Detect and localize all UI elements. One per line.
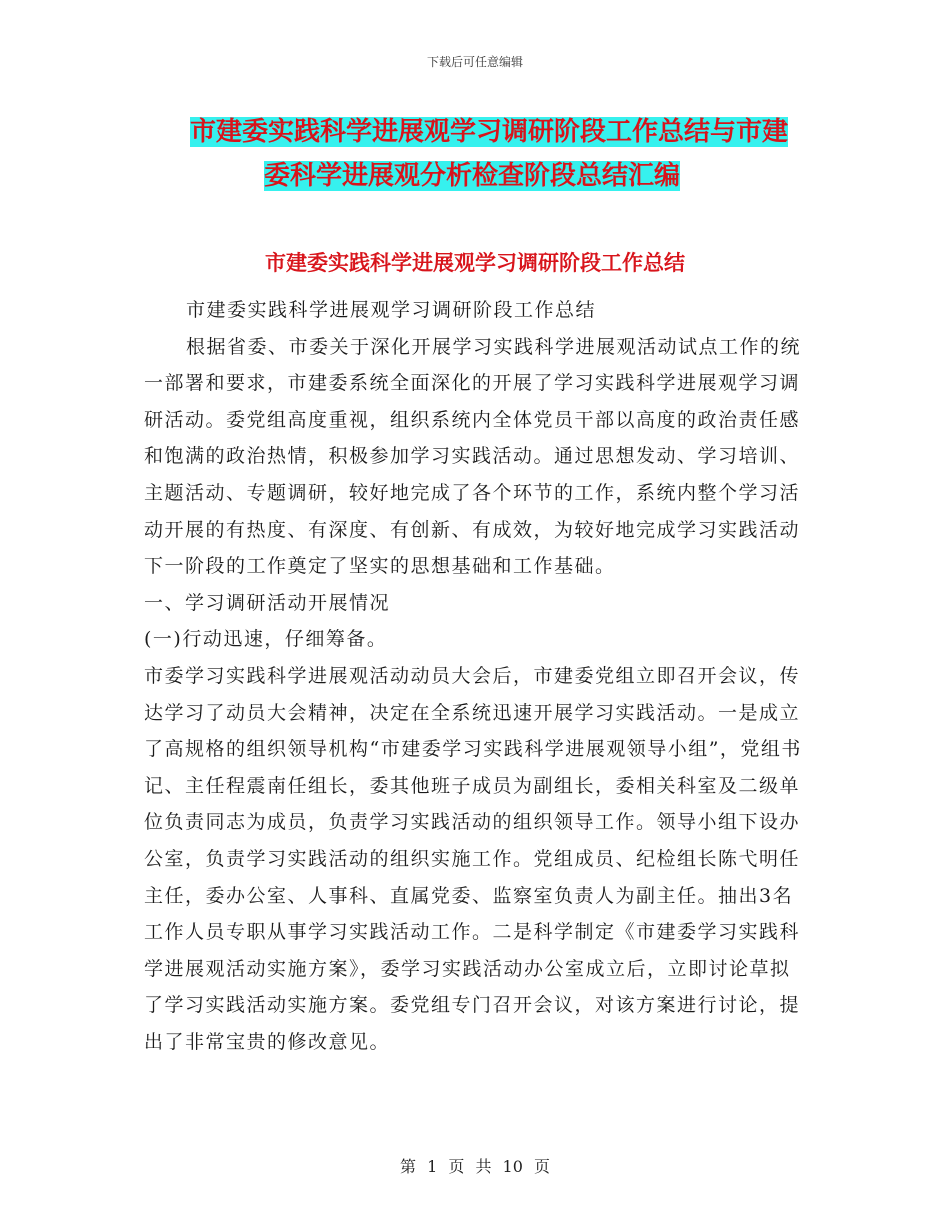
main-title-line-1: 市建委实践科学进展观学习调研阶段工作总结与市建 (190, 117, 789, 147)
heading-section-1: 一、学习调研活动开展情况 (144, 591, 391, 614)
paragraph-subtitle: 市建委实践科学进展观学习调研阶段工作总结 (186, 299, 597, 321)
document-main-title (190, 110, 820, 198)
paragraph-intro: 根据省委、市委关于深化开展学习实践科学进展观活动试点工作的统一部署和要求，市建委系统全面深化的开展了学习实践科学进展观学习调研活动。委党组高度重视，组织系统内全体党员干部以高度的政治责任感和饱满的政治热情，积极参加学习实践活动。通过思想发动、学习培训、主题活动、专题调研，较好地完成了各个环节的工作，系统内整个学习活动开展的有热度、有深度、有创新、有成效，为较好地完成学习实践活动下一阶段的工作奠定了坚实的思想基础和工作基础。 (144, 335, 802, 578)
page-footer: 第 1 页 共 10 页 (400, 1157, 550, 1176)
header-note: 下载后可任意编辑 (426, 55, 523, 69)
heading-subsection-1: (一)行动迅速，仔细筹备。 (144, 628, 388, 651)
main-title-line-2: 委科学进展观分析检查阶段总结汇编 (264, 161, 681, 191)
document-body (144, 292, 810, 1060)
section-title: 市建委实践科学进展观学习调研阶段工作总结 (265, 251, 685, 275)
paragraph-body: 市委学习实践科学进展观活动动员大会后，市建委党组立即召开会议，传达学习了动员大会精神，决定在全系统迅速开展学习实践活动。一是成立了高规格的组织领导机构“市建委学习实践科学进展观领导小组”，党组书记、主任程震南任组长，委其他班子成员为副组长，委相关科室及二级单位负责同志为成员，负责学习实践活动的组织领导工作。领导小组下设办公室，负责学习实践活动的组织实施工作。党组成员、纪检组长陈弋明任主任，委办公室、人事科、直属党委、监察室负责人为副主任。抽出3名工作人员专职从事学习实践活动工作。二是科学制定《市建委学习实践科学进展观活动实施方案》，委学习实践活动办公室成立后，立即讨论草拟了学习实践活动实施方案。委党组专门召开会议，对该方案进行讨论，提出了非常宝贵的修改意见。 (144, 664, 802, 1053)
